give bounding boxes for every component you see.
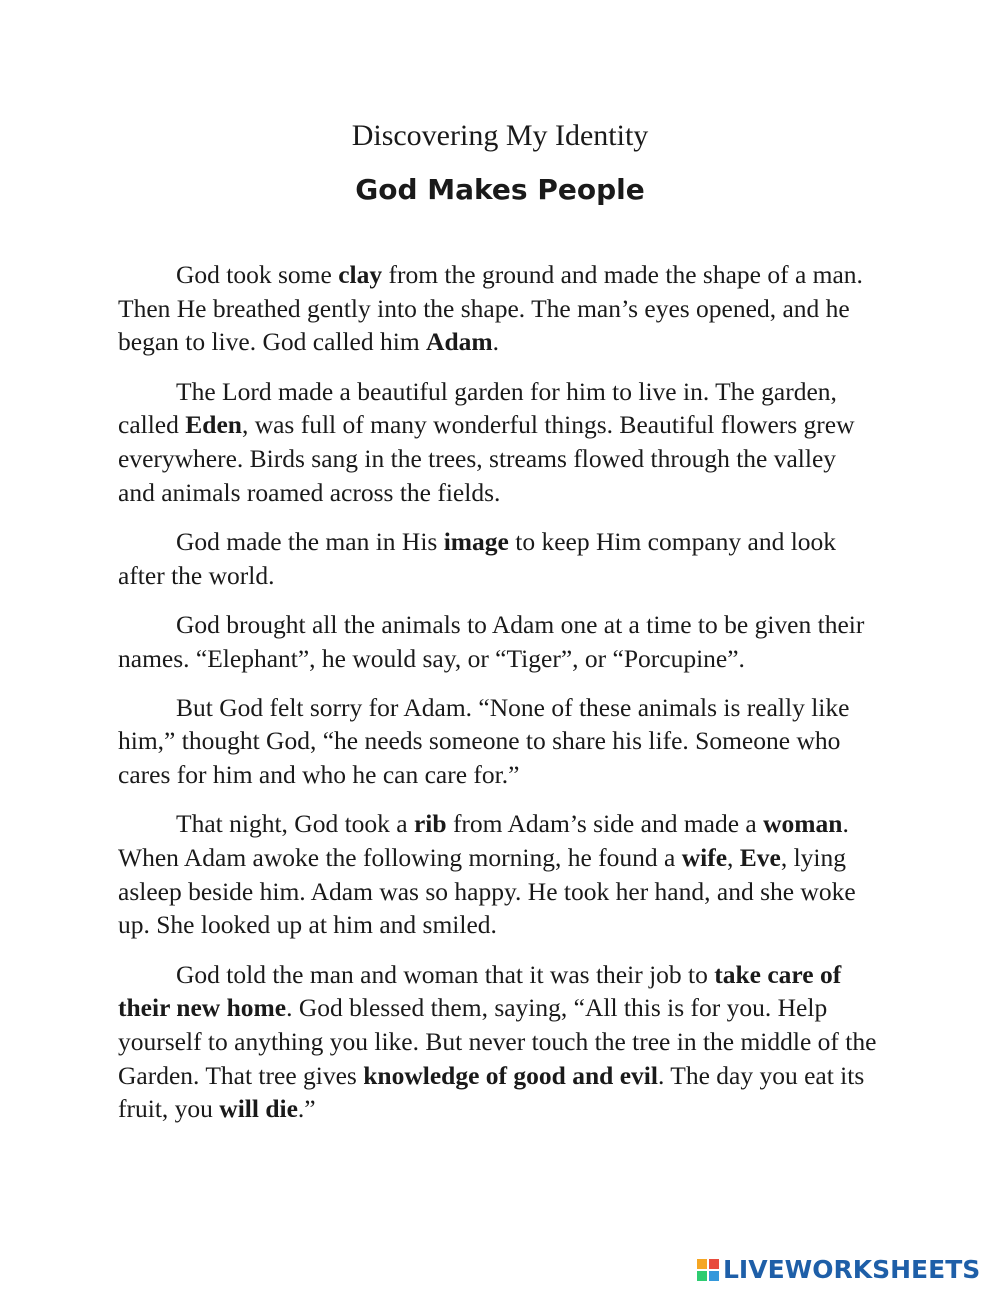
text-run: God made the man in His — [176, 526, 444, 556]
bold-term: clay — [338, 260, 383, 289]
bold-term: wife — [681, 843, 728, 873]
logo-text: LIVEWORKSHEETS — [723, 1255, 981, 1284]
bold-term: woman — [763, 809, 843, 839]
story-paragraph — [118, 958, 878, 1127]
text-run: , was full of many wonderful things. Beautiful flowers grew everywhere. Birds sang in the trees, streams flowed through the valley and animals roamed across the fields. — [118, 410, 855, 507]
text-run: .” — [297, 1094, 316, 1124]
logo-blocks-icon — [697, 1259, 719, 1281]
document-subtitle: God Makes People — [355, 173, 645, 206]
bold-term: image — [443, 526, 509, 556]
document-title: Discovering My Identity — [351, 119, 649, 152]
text-run: . — [492, 327, 500, 357]
story-paragraph — [118, 525, 878, 592]
logo-block — [709, 1259, 719, 1269]
story-paragraph — [118, 807, 878, 942]
story-paragraph — [118, 375, 878, 510]
story-text — [118, 258, 878, 1142]
text-run: , — [727, 843, 740, 873]
text-run: God brought all the animals to Adam one at a time to be given their names. “Elephant”, he would say, or “Tiger”, or “Porcupine”. — [118, 609, 865, 673]
text-run: The Lord made a beautiful garden for him to live in. The garden, called — [118, 376, 837, 440]
text-run: . The day you eat its fruit, you — [118, 1060, 865, 1124]
bold-term: Eden — [185, 410, 242, 440]
text-run: But God felt sorry for Adam. “None of these animals is really like him,” thought God, “he needs someone to share his life. Someone who cares for him and who he can care for.” — [118, 692, 850, 790]
text-run: . God blessed them, saying, “All this is for you. Help yourself to anything you like. But never touch the tree in the middle of the Garden. That tree gives — [118, 993, 877, 1090]
text-run: God took some — [176, 260, 339, 289]
story-paragraph — [118, 608, 878, 675]
text-run: , lying asleep beside him. Adam was so happy. He took her hand, and she woke up. She looked up at him and smiled. — [118, 843, 856, 940]
story-paragraph — [118, 691, 878, 792]
story-paragraph — [118, 258, 878, 359]
bold-term: will die — [219, 1094, 298, 1124]
text-run: from the ground and made the shape of a man. Then He breathed gently into the shape. The man’s eyes opened, and he began to live. God called him — [118, 260, 863, 357]
logo-block — [697, 1271, 707, 1281]
logo-block — [709, 1271, 719, 1281]
liveworksheets-logo — [697, 1256, 980, 1284]
bold-term: knowledge of good and evil — [363, 1060, 658, 1090]
text-run: to keep Him company and look after the world. — [118, 526, 837, 590]
text-run: . When Adam awoke the following morning, he found a — [118, 809, 849, 873]
bold-term: Adam — [426, 327, 493, 357]
bold-term: Eve — [739, 843, 781, 873]
text-run: That night, God took a — [176, 809, 414, 839]
text-run: God told the man and woman that it was their job to — [176, 959, 715, 989]
logo-block — [697, 1259, 707, 1269]
text-run: from Adam’s side and made a — [446, 809, 764, 839]
bold-term: take care of their new home — [118, 959, 842, 1023]
bold-term: rib — [413, 809, 447, 839]
